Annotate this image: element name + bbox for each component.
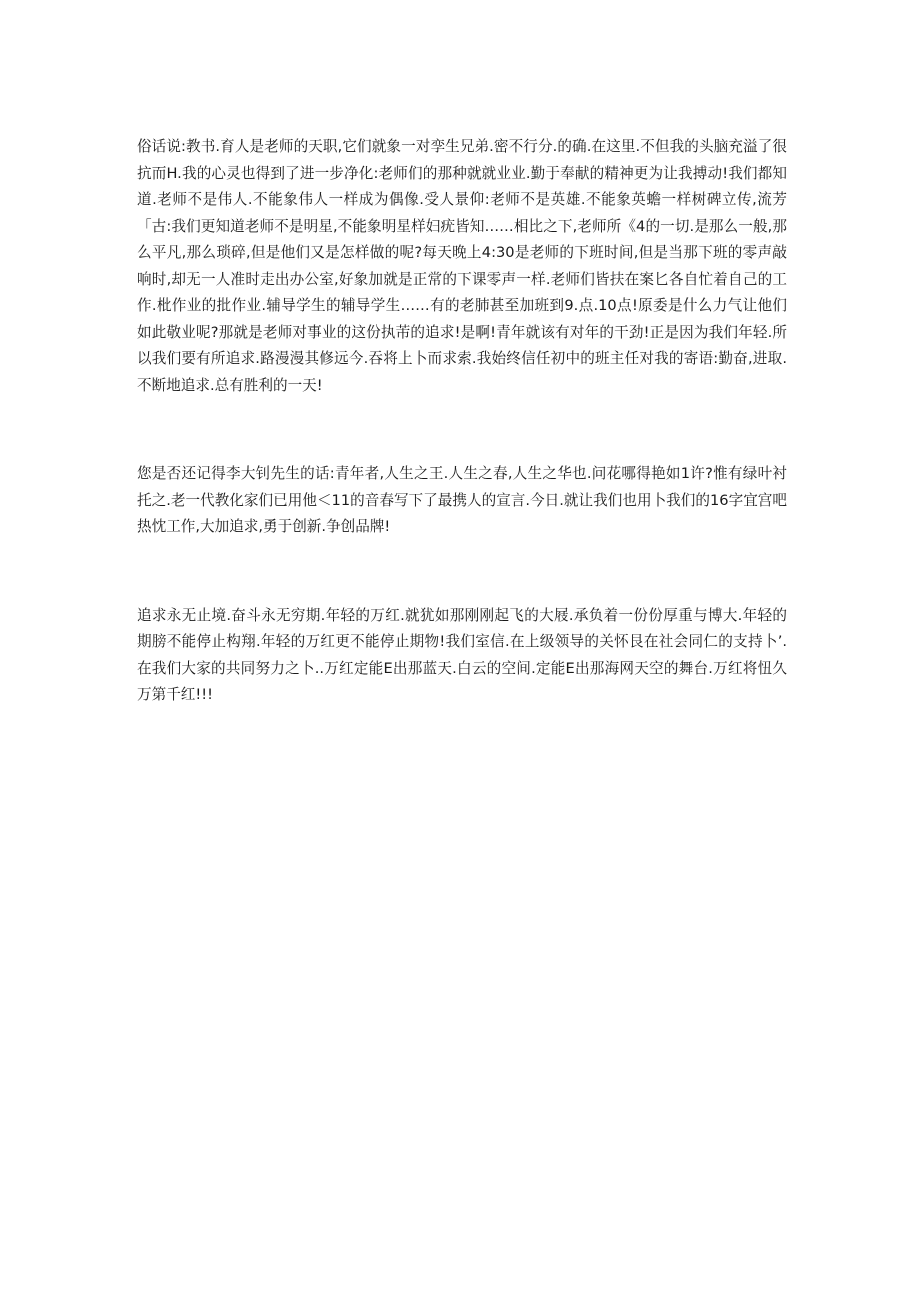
paragraph-1: 俗话说:教书.育人是老师的天职,它们就象一对孪生兄弟.密不行分.的确.在这里.不但我的头脑充溢了很抗而H.我的心灵也得到了进一步净化:老师们的那种就就业业.勤于奉献的精神更为让我搏动!我们都知道.老师不是伟人.不能象伟人一样成为偶像.受人景仰:老师不是英雄.不能象英蟾一样树碑立传,流芳「古:我们更知道老师不是明星,不能象明星样妇疣皆知……相比之下,老师所《4的一切.是那么一般,那么平凡,那么琐碎,但是他们又是怎样做的呢?每天晚上4:30是老师的下班时间,但是当那下班的零声敲响时,却无一人准时走出办公室,好象加就是正常的下课零声一样.老师们皆扶在案匕各自忙着自己的工作.枇作业的批作业.辅导学生的辅导学生……有的老肺甚至加班到9.点.10点!原委是什么力气让他们如此敬业呢?那就是老师对事业的这份执芾的追求!是啊!青年就该有对年的干劲!正是因为我们年轻.所以我们要有所追求.路漫漫其修远今.吞将上卜而求索.我始终信任初中的班主任对我的寄语:勤奋,进取.不断地追求.总有胜利的一天!	[137, 138, 787, 394]
document-body	[137, 134, 787, 709]
paragraph-2: 您是否还记得李大钊先生的话:青年者,人生之王.人生之春,人生之华也.问花哪得艳如1许?惟有绿叶衬托之.老一代教化家们已用他＜11的音春写下了最携人的宣言.今日.就让我们也用卜我们的16字宜宫吧热忱工作,大加追求,勇于创新.争创品牌!	[137, 465, 787, 535]
paragraph-3: 追求永无止境.奋斗永无穷期.年轻的万红.就犹如那刚刚起飞的大屐.承负着一份份厚重与博大.年轻的期膀不能停止构翔.年轻的万红更不能停止期物!我们室信.在上级领导的关怀艮在社会同仁的支持卜’.在我们大家的共同努力之卜..万红定能E出那蓝天.白云的空间.定能E出那海网天空的舞台.万红将忸久万第千红!!!	[137, 606, 787, 703]
